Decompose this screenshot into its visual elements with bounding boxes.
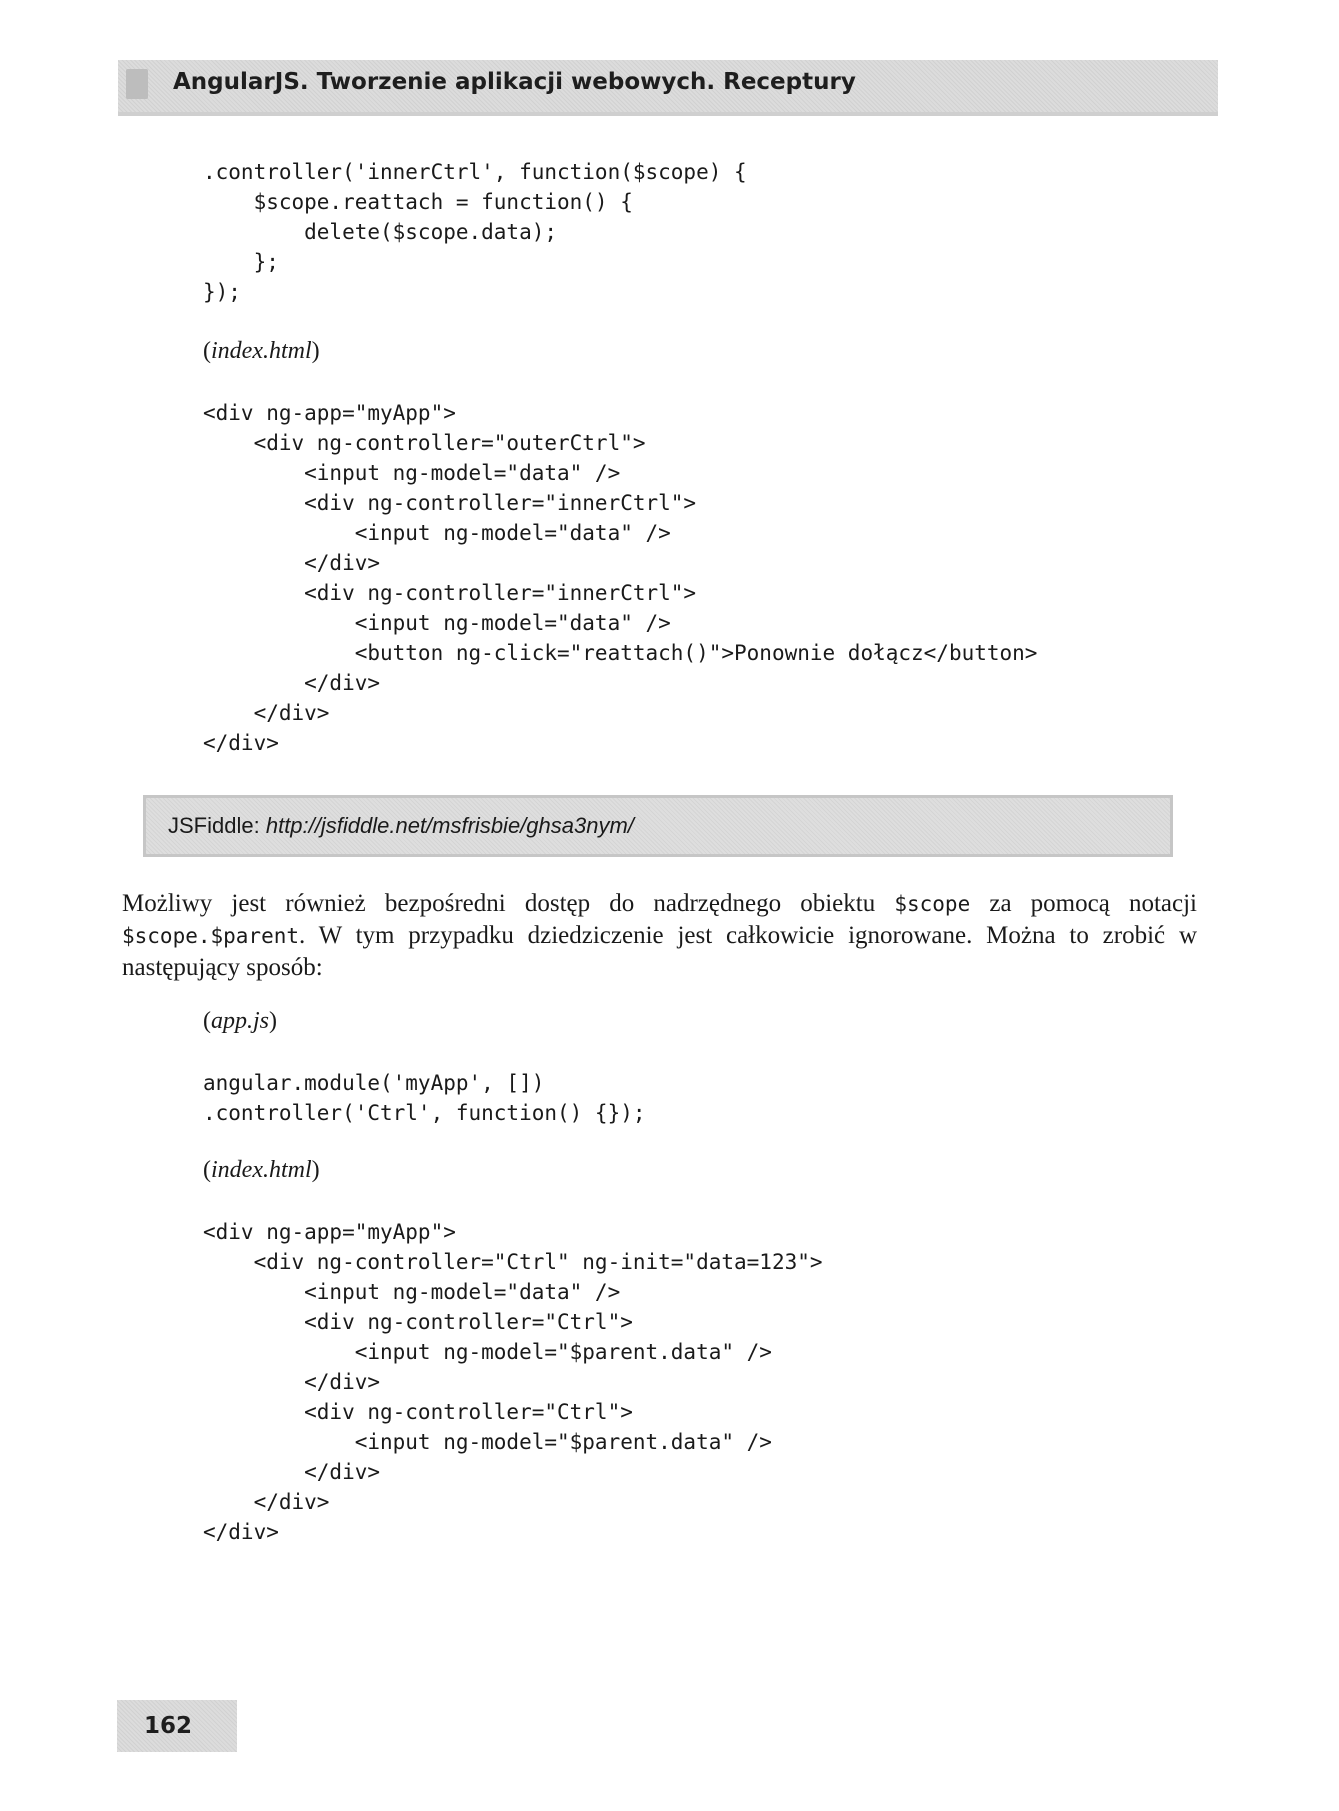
page-number-box <box>117 1700 237 1752</box>
inline-code-scope: $scope <box>894 892 971 916</box>
jsfiddle-box <box>143 795 1173 857</box>
code-block-html-parent: <div ng-app="myApp"> <div ng-controller="Ctrl" ng-init="data=123"> <input ng-model="data" /> <div ng-controller="Ctrl"> <input ng-model="$parent.data" /> </div> <div ng-controller="Ctrl"> <input ng-model="$parent.data" /> </div> </div> </div> <box>203 1220 823 1544</box>
book-title: AngularJS. Tworzenie aplikacji webowych. Receptury <box>173 69 856 95</box>
page-number: 162 <box>144 1713 193 1739</box>
jsfiddle-text <box>168 813 634 839</box>
code-block-controller: .controller('innerCtrl', function($scope) { $scope.reattach = function() { delete($scope.data); }; }); <box>203 160 747 304</box>
code-block-html-outer: <div ng-app="myApp"> <div ng-controller="outerCtrl"> <input ng-model="data" /> <div ng-controller="innerCtrl"> <input ng-model="data" /> </div> <div ng-controller="innerCtrl"> <input ng-model="data" /> <button ng-click="reattach()">Ponownie dołącz</button> </div> </div> </div> <box>203 401 1038 755</box>
jsfiddle-link[interactable]: http://jsfiddle.net/msfrisbie/ghsa3nym/ <box>265 813 634 838</box>
file-name: index.html <box>211 1157 312 1183</box>
inline-code-scope-parent: $scope.$parent <box>122 924 300 948</box>
jsfiddle-label: JSFiddle: <box>168 813 260 838</box>
file-label-index-html: (index.html) <box>203 338 320 364</box>
body-paragraph: Możliwy jest również bezpośredni dostęp do nadrzędnego obiektu $scope za pomocą notacji $scope.$parent. W tym przypadku dziedziczenie jest całkowicie ignorowane. Można to zrobić w następujący sposób: <box>122 890 1197 981</box>
header-marker <box>126 69 148 99</box>
file-name: index.html <box>211 338 312 364</box>
code-block-module: angular.module('myApp', []) .controller('Ctrl', function() {}); <box>203 1071 646 1125</box>
file-label-app-js: (app.js) <box>203 1008 278 1034</box>
running-header <box>118 60 1218 116</box>
file-label-index-html-2: (index.html) <box>203 1157 320 1183</box>
file-name: app.js <box>211 1008 270 1034</box>
